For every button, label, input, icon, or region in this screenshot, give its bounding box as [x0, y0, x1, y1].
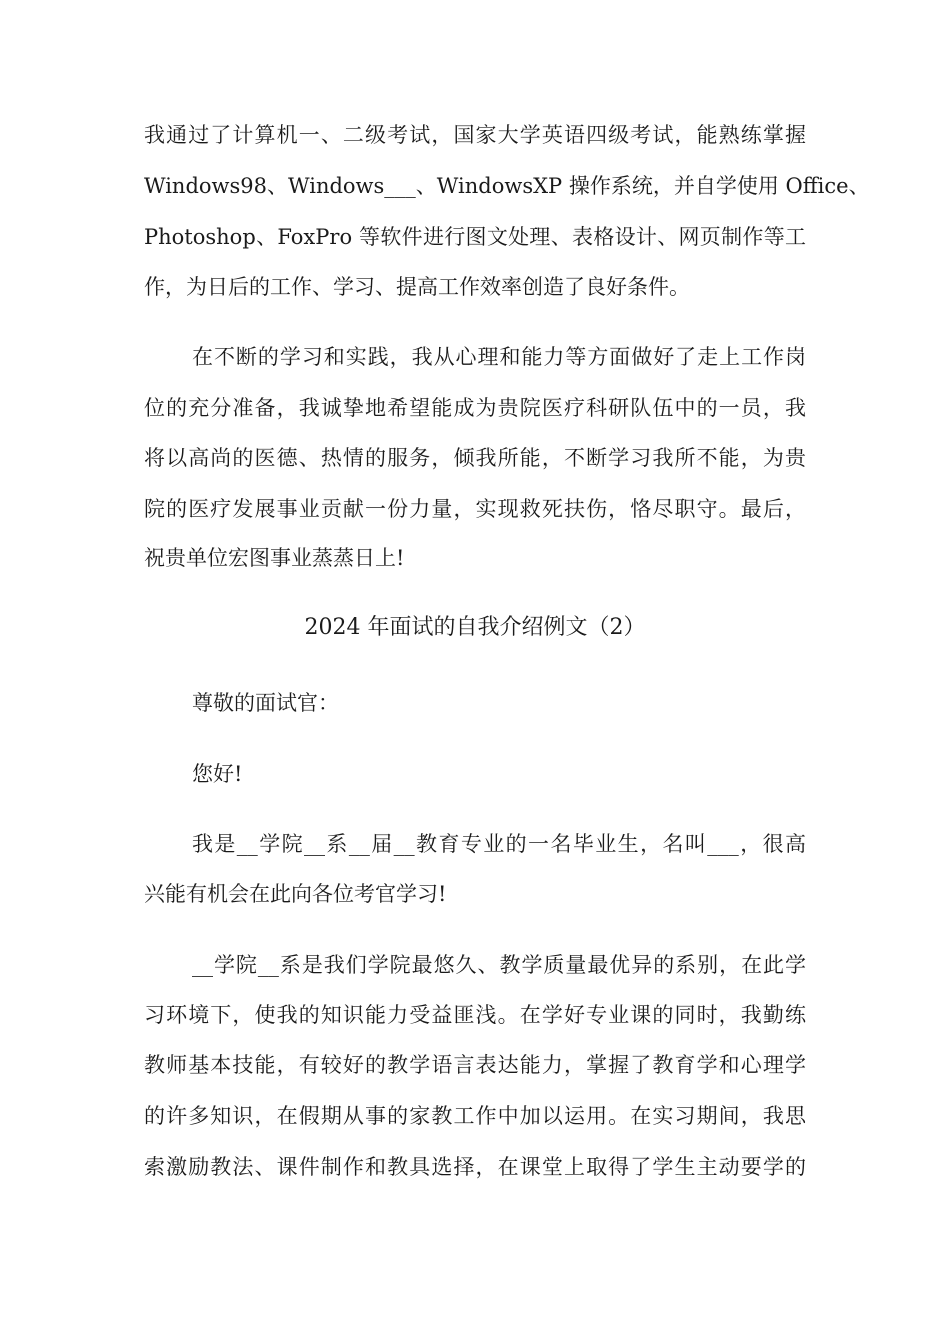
- paragraph-2-line: 将以高尚的医德、热情的服务，倾我所能，不断学习我所不能，为贵: [144, 446, 806, 470]
- paragraph-1-line: 作，为日后的工作、学习、提高工作效率创造了良好条件。: [144, 275, 690, 299]
- salutation: 尊敬的面试官：: [192, 691, 339, 715]
- paragraph-4-line: __学院__系是我们学院最悠久、教学质量最优异的系别，在此学: [192, 953, 806, 977]
- paragraph-4-line: 的许多知识，在假期从事的家教工作中加以运用。在实习期间，我思: [144, 1104, 806, 1128]
- paragraph-3-line: 我是__学院__系__届__教育专业的一名毕业生，名叫___，很高: [192, 832, 806, 856]
- paragraph-3-line: 兴能有机会在此向各位考官学习!: [144, 882, 447, 906]
- paragraph-2-line: 祝贵单位宏图事业蒸蒸日上!: [144, 546, 405, 570]
- paragraph-4-line: 教师基本技能，有较好的教学语言表达能力，掌握了教育学和心理学: [144, 1053, 806, 1077]
- paragraph-2-line: 位的充分准备，我诚挚地希望能成为贵院医疗科研队伍中的一员，我: [144, 396, 806, 420]
- paragraph-2-line: 在不断的学习和实践，我从心理和能力等方面做好了走上工作岗: [192, 345, 806, 369]
- paragraph-2-line: 院的医疗发展事业贡献一份力量，实现救死扶伤，恪尽职守。最后，: [144, 497, 806, 521]
- greeting: 您好!: [192, 762, 243, 786]
- paragraph-4-line: 索激励教法、课件制作和教具选择，在课堂上取得了学生主动要学的: [144, 1155, 806, 1179]
- paragraph-1-line: Windows98、Windows___、WindowsXP 操作系统，并自学使用 Office、: [144, 174, 870, 198]
- paragraph-4-line: 习环境下，使我的知识能力受益匪浅。在学好专业课的同时，我勤练: [144, 1003, 806, 1027]
- paragraph-1-line: Photoshop、FoxPro 等软件进行图文处理、表格设计、网页制作等工: [144, 225, 806, 249]
- paragraph-1-line: 我通过了计算机一、二级考试，国家大学英语四级考试，能熟练掌握: [144, 123, 806, 147]
- section-title: 2024 年面试的自我介绍例文（2）: [304, 615, 646, 640]
